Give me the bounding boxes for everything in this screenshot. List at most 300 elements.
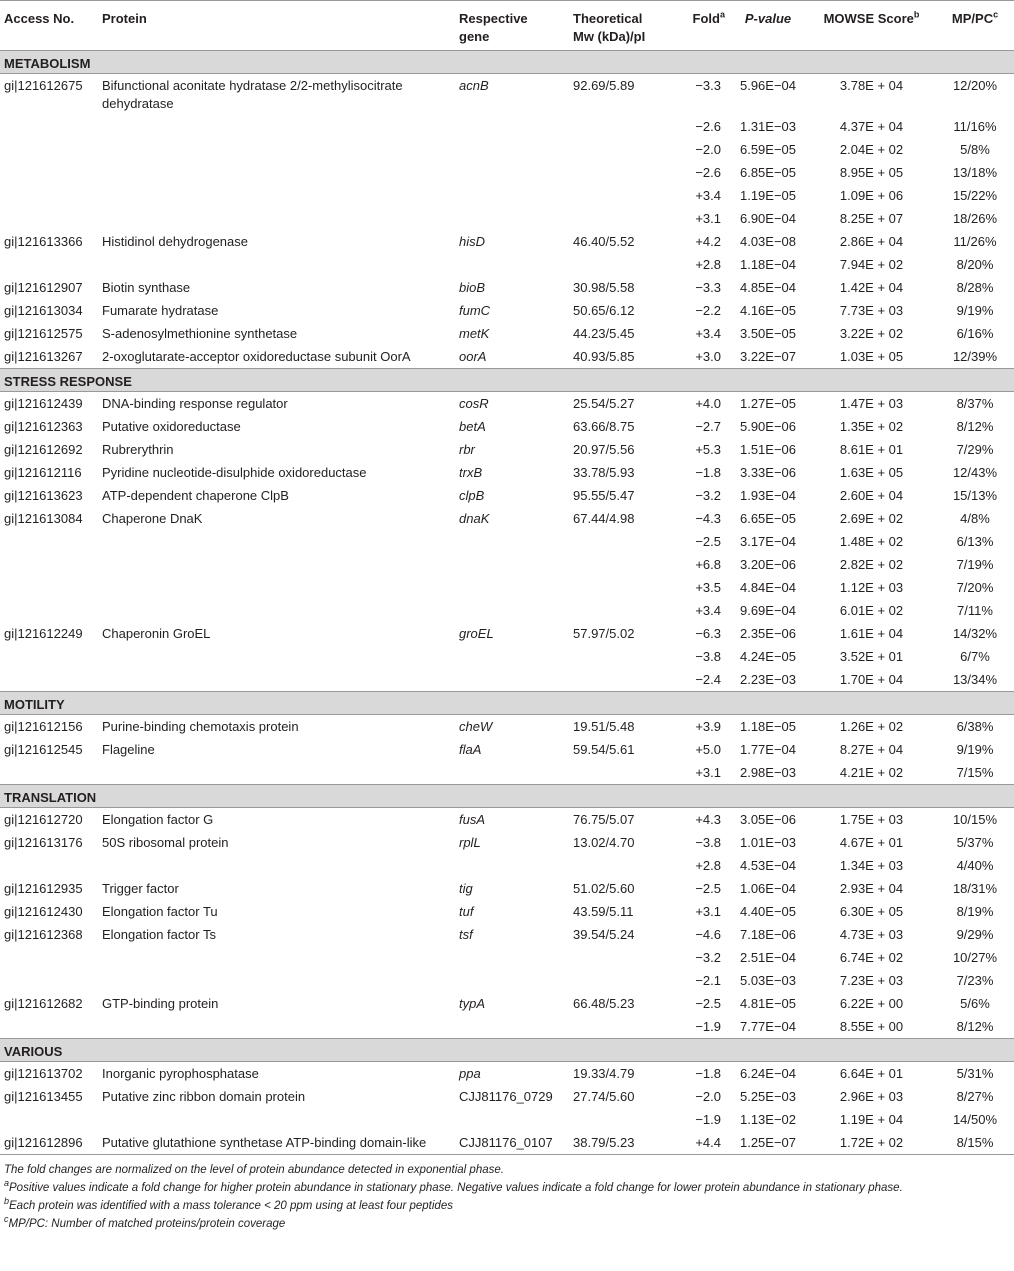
cell-fold: −1.9	[695, 1112, 721, 1127]
cell-mowse: 1.26E + 02	[839, 719, 904, 734]
cell-mowse: 7.23E + 03	[839, 973, 904, 988]
cell-mw	[569, 184, 673, 207]
cell-fold: +2.8	[695, 257, 721, 272]
cell-gene: trxB	[459, 465, 483, 480]
cell-gene: dnaK	[459, 511, 490, 526]
section-header-row	[0, 369, 1014, 392]
footnotes	[0, 1154, 1014, 1233]
cell-access: gi|121612692	[4, 442, 83, 457]
cell-mw: 51.02/5.60	[573, 881, 635, 896]
cell-mw: 59.54/5.61	[573, 742, 635, 757]
cell-pvalue: 3.50E−05	[739, 326, 797, 341]
cell-gene: acnB	[459, 78, 489, 93]
cell-gene	[455, 576, 569, 599]
cell-gene: fusA	[459, 812, 486, 827]
cell-pvalue: 4.81E−05	[739, 996, 797, 1011]
cell-protein: Histidinol dehydrogenase	[102, 234, 248, 249]
cell-pvalue: 1.25E−07	[739, 1135, 797, 1150]
cell-mw	[569, 576, 673, 599]
cell-access	[0, 854, 98, 877]
cell-protein: Elongation factor Tu	[102, 904, 218, 919]
cell-mowse: 1.09E + 06	[839, 188, 904, 203]
cell-mowse: 1.12E + 03	[839, 580, 904, 595]
cell-gene	[455, 138, 569, 161]
cell-mppc: 7/11%	[957, 603, 993, 618]
section-title: STRESS RESPONSE	[0, 369, 1014, 392]
header-pvalue: P-value	[729, 1, 807, 51]
cell-mw	[569, 946, 673, 969]
cell-mw	[569, 161, 673, 184]
cell-gene: ppa	[459, 1066, 481, 1081]
cell-access	[0, 184, 98, 207]
table-row	[0, 138, 1014, 161]
cell-gene: cheW	[459, 719, 493, 734]
cell-mw	[569, 969, 673, 992]
table-row	[0, 345, 1014, 369]
cell-fold: −2.4	[695, 672, 721, 687]
table-row	[0, 1085, 1014, 1108]
cell-pvalue: 4.24E−05	[739, 649, 797, 664]
cell-access	[0, 668, 98, 692]
cell-access	[0, 576, 98, 599]
cell-fold: +3.4	[695, 188, 721, 203]
cell-protein	[98, 576, 455, 599]
cell-pvalue: 1.31E−03	[739, 119, 797, 134]
cell-access	[0, 207, 98, 230]
cell-gene	[455, 854, 569, 877]
cell-access: gi|121612439	[4, 396, 83, 411]
cell-protein	[98, 253, 455, 276]
table-row	[0, 1015, 1014, 1039]
cell-fold: −2.2	[695, 303, 721, 318]
cell-gene: metK	[459, 326, 490, 341]
cell-protein: Rubrerythrin	[102, 442, 174, 457]
cell-fold: −3.8	[695, 649, 721, 664]
cell-pvalue: 9.69E−04	[739, 603, 797, 618]
cell-mppc: 18/31%	[952, 881, 998, 896]
cell-fold: +4.2	[695, 234, 721, 249]
cell-mowse: 8.61E + 01	[839, 442, 904, 457]
cell-mppc: 8/12%	[956, 1019, 994, 1034]
section-title: MOTILITY	[0, 692, 1014, 715]
cell-mppc: 7/23%	[956, 973, 994, 988]
table-row	[0, 808, 1014, 832]
cell-gene	[455, 946, 569, 969]
cell-pvalue: 6.85E−05	[739, 165, 797, 180]
cell-pvalue: 4.03E−08	[739, 234, 797, 249]
cell-mw: 38.79/5.23	[573, 1135, 635, 1150]
cell-fold: −2.5	[695, 996, 721, 1011]
cell-mowse: 1.70E + 04	[839, 672, 904, 687]
cell-fold: −1.8	[695, 1066, 721, 1081]
cell-protein: Pyridine nucleotide-disulphide oxidoreductase	[102, 465, 367, 480]
cell-gene	[455, 530, 569, 553]
cell-mppc: 5/8%	[960, 142, 990, 157]
cell-gene: typA	[459, 996, 486, 1011]
cell-mppc: 8/15%	[956, 1135, 994, 1150]
cell-mw	[569, 207, 673, 230]
cell-fold: +4.3	[695, 812, 721, 827]
cell-fold: −3.3	[695, 280, 721, 295]
cell-mowse: 7.73E + 03	[839, 303, 904, 318]
cell-access	[0, 138, 98, 161]
footnote-marker: b	[4, 1196, 10, 1207]
cell-mppc: 8/37%	[956, 396, 994, 411]
cell-pvalue: 3.05E−06	[739, 812, 797, 827]
cell-pvalue: 2.98E−03	[739, 765, 797, 780]
cell-mppc: 10/15%	[952, 812, 998, 827]
section-title: TRANSLATION	[0, 785, 1014, 808]
cell-pvalue: 5.25E−03	[739, 1089, 797, 1104]
table-row	[0, 969, 1014, 992]
cell-pvalue: 1.93E−04	[739, 488, 797, 503]
cell-pvalue: 6.65E−05	[739, 511, 797, 526]
cell-protein: Putative glutathione synthetase ATP-binding domain-like	[102, 1135, 427, 1150]
cell-mppc: 4/40%	[956, 858, 994, 873]
cell-gene: tig	[459, 881, 473, 896]
table-row	[0, 645, 1014, 668]
cell-pvalue: 1.77E−04	[739, 742, 797, 757]
cell-mppc: 7/15%	[956, 765, 994, 780]
cell-mppc: 15/13%	[952, 488, 998, 503]
cell-mw	[569, 138, 673, 161]
cell-gene: clpB	[459, 488, 485, 503]
cell-pvalue: 4.85E−04	[739, 280, 797, 295]
cell-mw: 67.44/4.98	[573, 511, 635, 526]
cell-access: gi|121612363	[4, 419, 83, 434]
cell-mw: 66.48/5.23	[573, 996, 635, 1011]
cell-gene	[455, 668, 569, 692]
cell-protein: Chaperonin GroEL	[102, 626, 211, 641]
cell-mowse: 2.93E + 04	[839, 881, 904, 896]
cell-mw: 50.65/6.12	[573, 303, 635, 318]
cell-mw: 43.59/5.11	[573, 904, 634, 919]
cell-mw	[569, 854, 673, 877]
cell-mppc: 5/37%	[956, 835, 994, 850]
cell-mw: 30.98/5.58	[573, 280, 635, 295]
cell-mowse: 1.63E + 05	[839, 465, 904, 480]
cell-mowse: 4.73E + 03	[839, 927, 904, 942]
cell-mowse: 3.52E + 01	[839, 649, 904, 664]
cell-access	[0, 946, 98, 969]
cell-mowse: 1.75E + 03	[839, 812, 904, 827]
footnote-text: MP/PC: Number of matched proteins/protein coverage	[8, 1218, 286, 1230]
cell-gene	[455, 553, 569, 576]
cell-fold: −4.6	[695, 927, 721, 942]
cell-protein	[98, 761, 455, 785]
table-row	[0, 184, 1014, 207]
table-row	[0, 322, 1014, 345]
cell-mw	[569, 553, 673, 576]
cell-gene: CJJ81176_0107	[459, 1135, 553, 1150]
cell-fold: −2.6	[695, 165, 721, 180]
cell-protein: S-adenosylmethionine synthetase	[102, 326, 298, 341]
cell-fold: −2.0	[695, 1089, 721, 1104]
header-fold: Fold$^a$	[673, 1, 729, 51]
cell-pvalue: 4.53E−04	[739, 858, 797, 873]
cell-access	[0, 645, 98, 668]
cell-access	[0, 253, 98, 276]
table-row	[0, 484, 1014, 507]
cell-mppc: 11/16%	[953, 119, 997, 134]
table-row	[0, 992, 1014, 1015]
table-row	[0, 1108, 1014, 1131]
cell-fold: −2.6	[695, 119, 721, 134]
cell-protein	[98, 161, 455, 184]
table-row	[0, 438, 1014, 461]
cell-mppc: 10/27%	[952, 950, 998, 965]
cell-mw: 57.97/5.02	[573, 626, 635, 641]
cell-mw	[569, 645, 673, 668]
cell-access: gi|121612156	[4, 719, 83, 734]
cell-mowse: 6.74E + 02	[839, 950, 904, 965]
cell-fold: −1.9	[695, 1019, 721, 1034]
cell-protein: Biotin synthase	[102, 280, 191, 295]
cell-mppc: 7/19%	[956, 557, 994, 572]
cell-gene	[455, 207, 569, 230]
cell-pvalue: 6.59E−05	[739, 142, 797, 157]
cell-fold: −1.8	[695, 465, 721, 480]
table-row	[0, 715, 1014, 739]
cell-access: gi|121612430	[4, 904, 83, 919]
cell-mw	[569, 761, 673, 785]
cell-mppc: 6/13%	[956, 534, 994, 549]
cell-protein	[98, 530, 455, 553]
footnote-marker: c	[4, 1214, 9, 1225]
cell-fold: +3.9	[695, 719, 721, 734]
cell-access	[0, 530, 98, 553]
cell-pvalue: 2.35E−06	[739, 626, 797, 641]
cell-gene: betA	[459, 419, 486, 434]
cell-mowse: 1.35E + 02	[839, 419, 904, 434]
cell-fold: −3.2	[695, 488, 721, 503]
cell-protein: Elongation factor G	[102, 812, 214, 827]
cell-pvalue: 5.90E−06	[739, 419, 797, 434]
cell-pvalue: 2.51E−04	[739, 950, 797, 965]
table-row	[0, 530, 1014, 553]
cell-gene	[455, 1015, 569, 1039]
cell-protein	[98, 184, 455, 207]
cell-protein: Putative zinc ribbon domain protein	[102, 1089, 306, 1104]
cell-fold: −6.3	[695, 626, 721, 641]
header-mppc: $MP/PC^c$	[936, 1, 1014, 51]
cell-mowse: 8.95E + 05	[839, 165, 904, 180]
cell-fold: +3.4	[695, 326, 721, 341]
section-title: METABOLISM	[0, 51, 1014, 74]
cell-pvalue: 1.51E−06	[739, 442, 797, 457]
cell-protein: Elongation factor Ts	[102, 927, 216, 942]
cell-mw: 19.33/4.79	[573, 1066, 635, 1081]
cell-mw	[569, 115, 673, 138]
cell-mw: 33.78/5.93	[573, 465, 635, 480]
cell-pvalue: 4.16E−05	[739, 303, 797, 318]
cell-protein	[98, 207, 455, 230]
cell-mw: 39.54/5.24	[573, 927, 635, 942]
table-row	[0, 461, 1014, 484]
footnote	[4, 1197, 1010, 1215]
cell-mw: 40.93/5.85	[573, 349, 635, 364]
table-body	[0, 51, 1014, 1155]
table-row	[0, 392, 1014, 416]
table-row	[0, 253, 1014, 276]
cell-pvalue: 3.20E−06	[739, 557, 797, 572]
cell-mw: 76.75/5.07	[573, 812, 635, 827]
cell-mowse: 3.78E + 04	[839, 78, 904, 93]
cell-mppc: 8/27%	[956, 1089, 994, 1104]
cell-pvalue: 1.18E−04	[739, 257, 797, 272]
cell-mw: 44.23/5.45	[573, 326, 635, 341]
table-row	[0, 507, 1014, 530]
table-header	[0, 1, 1014, 51]
footnote-marker: a	[4, 1178, 10, 1189]
cell-mppc: 13/18%	[952, 165, 998, 180]
header-gene: Respective gene	[455, 1, 569, 51]
cell-fold: +2.8	[695, 858, 721, 873]
cell-mowse: 1.47E + 03	[839, 396, 904, 411]
table-row	[0, 230, 1014, 253]
cell-gene	[455, 115, 569, 138]
cell-mowse: 2.69E + 02	[839, 511, 904, 526]
footnote-text: The fold changes are normalized on the level of protein abundance detected in exponential phase.	[4, 1164, 504, 1176]
cell-access: gi|121612907	[4, 280, 83, 295]
cell-protein: ATP-dependent chaperone ClpB	[102, 488, 289, 503]
cell-access: gi|121613366	[4, 234, 83, 249]
cell-protein: Inorganic pyrophosphatase	[102, 1066, 259, 1081]
cell-gene: bioB	[459, 280, 486, 295]
cell-fold: −3.8	[695, 835, 721, 850]
cell-access	[0, 161, 98, 184]
cell-gene	[455, 1108, 569, 1131]
section-header-row	[0, 785, 1014, 808]
cell-mw	[569, 530, 673, 553]
cell-pvalue: 1.06E−04	[739, 881, 797, 896]
cell-pvalue: 7.18E−06	[739, 927, 797, 942]
footnote	[4, 1161, 1010, 1179]
cell-gene	[455, 161, 569, 184]
cell-gene: fumC	[459, 303, 491, 318]
cell-protein: 2-oxoglutarate-acceptor oxidoreductase subunit OorA	[102, 349, 411, 364]
table-row	[0, 854, 1014, 877]
cell-access: gi|121612720	[4, 812, 83, 827]
cell-fold: −2.5	[695, 881, 721, 896]
cell-protein	[98, 854, 455, 877]
cell-gene: oorA	[459, 349, 487, 364]
cell-access: gi|121612249	[4, 626, 83, 641]
cell-mppc: 18/26%	[952, 211, 998, 226]
cell-access: gi|121612545	[4, 742, 83, 757]
table-row	[0, 1131, 1014, 1154]
cell-protein	[98, 645, 455, 668]
cell-mppc: 12/43%	[952, 465, 998, 480]
cell-pvalue: 7.77E−04	[739, 1019, 797, 1034]
cell-access: gi|121613034	[4, 303, 83, 318]
cell-mowse: 2.04E + 02	[839, 142, 904, 157]
cell-access: gi|121613455	[4, 1089, 83, 1104]
table-row	[0, 576, 1014, 599]
cell-mowse: 1.34E + 03	[839, 858, 904, 873]
cell-mowse: 6.22E + 00	[839, 996, 904, 1011]
cell-fold: +3.4	[695, 603, 721, 618]
footnote	[4, 1215, 1010, 1233]
cell-mppc: 5/6%	[960, 996, 990, 1011]
cell-mw	[569, 668, 673, 692]
cell-pvalue: 5.03E−03	[739, 973, 797, 988]
cell-protein: Trigger factor	[102, 881, 179, 896]
cell-gene: tsf	[459, 927, 473, 942]
cell-access: gi|121612116	[4, 465, 82, 480]
cell-gene: rplL	[459, 835, 481, 850]
cell-fold: +3.1	[695, 765, 721, 780]
cell-gene	[455, 599, 569, 622]
cell-mppc: 7/20%	[956, 580, 994, 595]
table-row	[0, 622, 1014, 645]
cell-mowse: 8.25E + 07	[839, 211, 904, 226]
cell-pvalue: 6.90E−04	[739, 211, 797, 226]
cell-protein: Flageline	[102, 742, 155, 757]
cell-mowse: 1.48E + 02	[839, 534, 904, 549]
cell-protein: 50S ribosomal protein	[102, 835, 229, 850]
cell-mppc: 12/20%	[952, 78, 998, 93]
cell-fold: −2.5	[695, 534, 721, 549]
cell-mw: 63.66/8.75	[573, 419, 635, 434]
cell-pvalue: 1.18E−05	[739, 719, 797, 734]
cell-mw: 20.97/5.56	[573, 442, 635, 457]
cell-mppc: 8/12%	[956, 419, 994, 434]
cell-fold: +5.0	[695, 742, 721, 757]
cell-access	[0, 969, 98, 992]
cell-access	[0, 761, 98, 785]
cell-access: gi|121612682	[4, 996, 83, 1011]
cell-mowse: 3.22E + 02	[839, 326, 904, 341]
cell-mw: 95.55/5.47	[573, 488, 635, 503]
cell-fold: +4.0	[695, 396, 721, 411]
cell-mowse: 2.60E + 04	[839, 488, 904, 503]
header-access: Access No.	[0, 1, 98, 51]
cell-pvalue: 1.27E−05	[739, 396, 797, 411]
cell-protein: GTP-binding protein	[102, 996, 219, 1011]
cell-access	[0, 599, 98, 622]
cell-gene: cosR	[459, 396, 489, 411]
cell-access: gi|121613084	[4, 511, 83, 526]
cell-pvalue: 4.40E−05	[739, 904, 797, 919]
cell-fold: +3.1	[695, 211, 721, 226]
cell-pvalue: 5.96E−04	[739, 78, 797, 93]
table-row	[0, 207, 1014, 230]
cell-pvalue: 3.33E−06	[739, 465, 797, 480]
cell-mowse: 4.37E + 04	[839, 119, 904, 134]
cell-access: gi|121612675	[4, 78, 83, 93]
cell-mowse: 1.61E + 04	[839, 626, 904, 641]
cell-mw	[569, 1015, 673, 1039]
table-row	[0, 946, 1014, 969]
cell-gene	[455, 761, 569, 785]
cell-fold: −2.7	[695, 419, 721, 434]
cell-mppc: 14/32%	[952, 626, 998, 641]
cell-access	[0, 1015, 98, 1039]
cell-access	[0, 1108, 98, 1131]
section-header-row	[0, 692, 1014, 715]
cell-mw: 27.74/5.60	[573, 1089, 635, 1104]
cell-mowse: 8.27E + 04	[839, 742, 904, 757]
cell-access: gi|121613702	[4, 1066, 83, 1081]
cell-mppc: 4/8%	[960, 511, 990, 526]
cell-protein: DNA-binding response regulator	[102, 396, 288, 411]
cell-fold: +6.8	[695, 557, 721, 572]
cell-protein	[98, 668, 455, 692]
table-row	[0, 738, 1014, 761]
cell-fold: −2.1	[695, 973, 721, 988]
cell-protein	[98, 115, 455, 138]
